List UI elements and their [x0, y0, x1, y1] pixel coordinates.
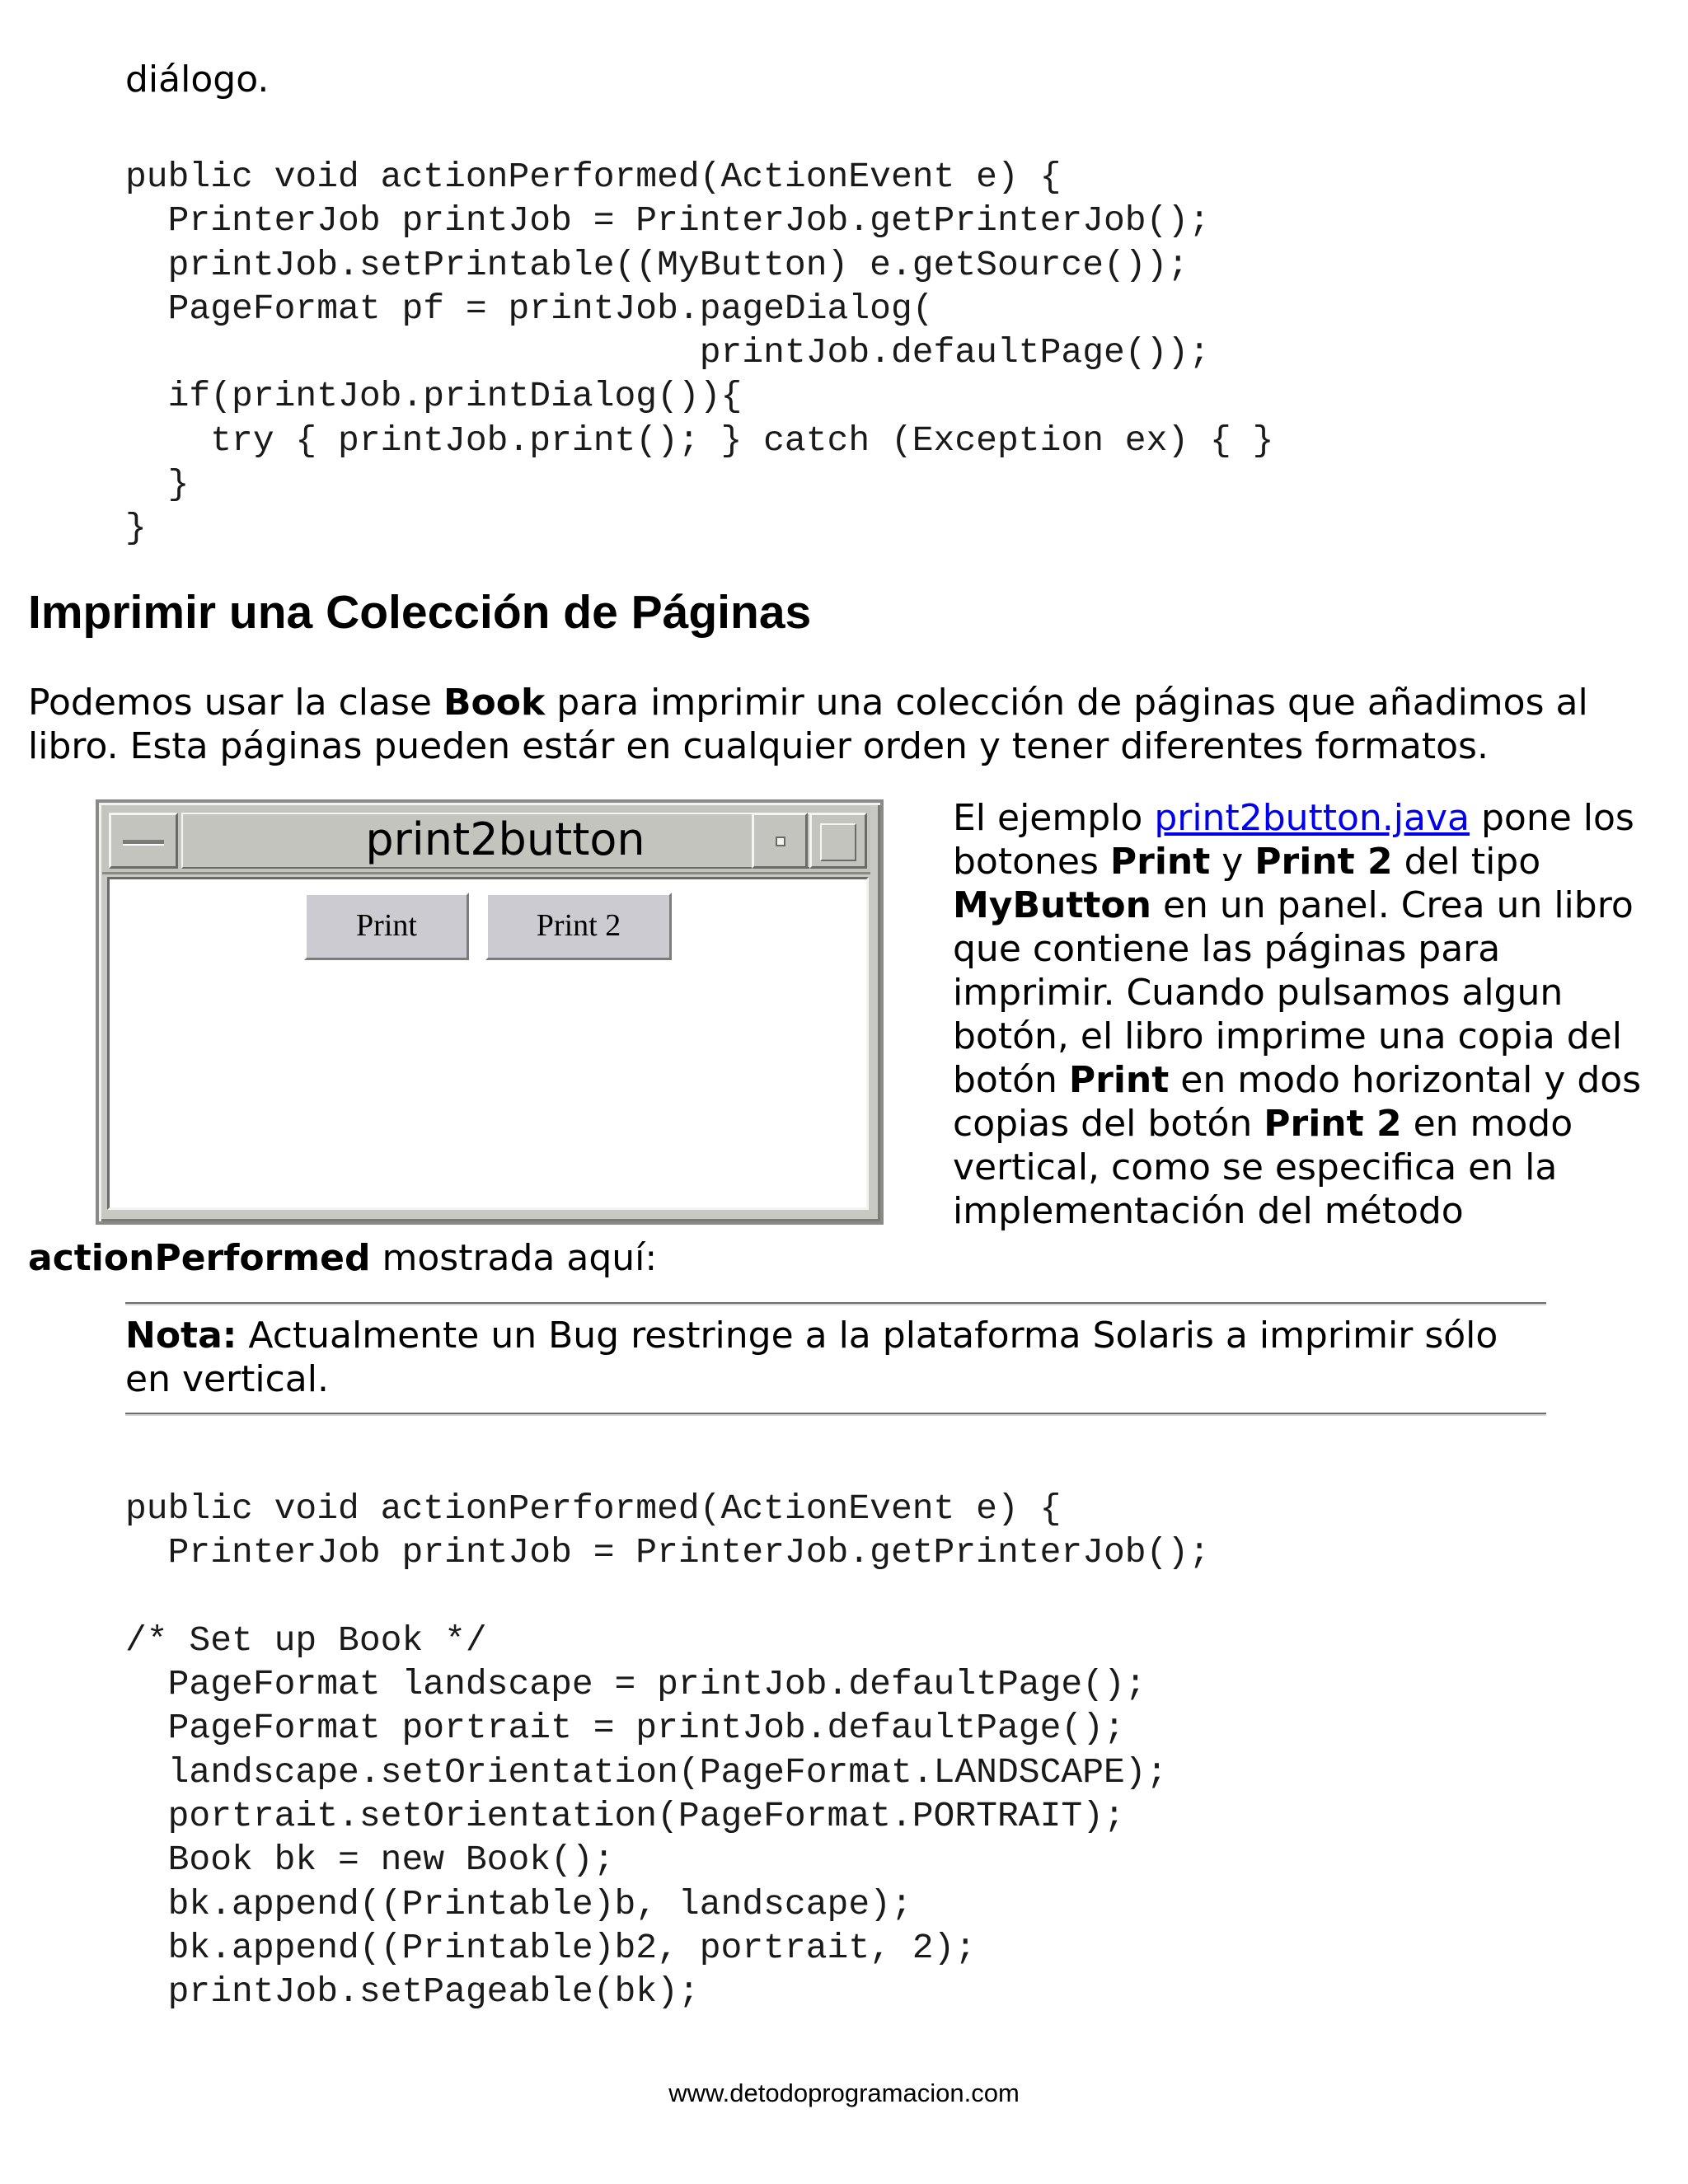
print-2-button[interactable]: Print 2	[485, 893, 672, 960]
note-label: Nota:	[125, 1315, 237, 1357]
intro-tail: diálogo.	[125, 59, 270, 101]
print2button-java-link[interactable]: print2button.java	[1154, 797, 1470, 839]
window-title: print2button	[181, 813, 829, 869]
note: Nota: Actualmente un Bug restringe a la plataforma Solaris a imprimir sólo en vertical.	[125, 1315, 1498, 1400]
footer-url: www.detodoprogramacion.com	[668, 2079, 1020, 2107]
note-rule-top	[125, 1302, 1546, 1305]
section-heading: Imprimir una Colección de Páginas	[28, 586, 812, 639]
book-class-name: Book	[443, 682, 546, 724]
note-rule-bottom	[125, 1413, 1546, 1416]
code-block-book: public void actionPerformed(ActionEvent e) { PrinterJob printJob = PrinterJob.getPrinterJob(); /* Set up Book */ PageFormat landscape = printJob.defaultPage(); PageFormat portrait = printJob.defaultPage(); landscape.setOrientation(PageFormat.LANDSCAPE); portrait.setOrientation(PageFormat.PORTRAIT); Book bk = new Book(); bk.append((Printable)b, landscape); bk.append((Printable)b2, portrait, 2); printJob.setPageable(bk);	[125, 1488, 1211, 2013]
example-paragraph: El ejemplo print2button.java pone los botones Print y Print 2 del tipo MyButton en un panel. Crea un libro que contiene las páginas para imprimir. Cuando pulsamos algun botón, el libro imprime una copia del botón Print en modo horizontal y dos copias del botón Print 2 en modo vertical, como se especifica en la implementación del método actionPerformed mostrada aquí:	[28, 797, 1642, 1279]
code-block-print: public void actionPerformed(ActionEvent e) { PrinterJob printJob = PrinterJob.getPrinterJob(); printJob.setPrintable((MyButton) e.getSource()); PageFormat pf = printJob.pageDialog( printJob.defaultPage()); if(printJob.printDialog()){ try { printJob.print(); } catch (Exception ex) { } } }	[125, 157, 1274, 549]
print-button[interactable]: Print	[304, 893, 469, 960]
float-spacer	[28, 796, 953, 1236]
method-name: actionPerformed	[28, 1237, 371, 1279]
intro-paragraph: Podemos usar la clase Book para imprimir una colección de páginas que añadimos al libro. Esta páginas pueden estár en cualquier orden y tener diferentes formatos.	[28, 682, 1588, 767]
